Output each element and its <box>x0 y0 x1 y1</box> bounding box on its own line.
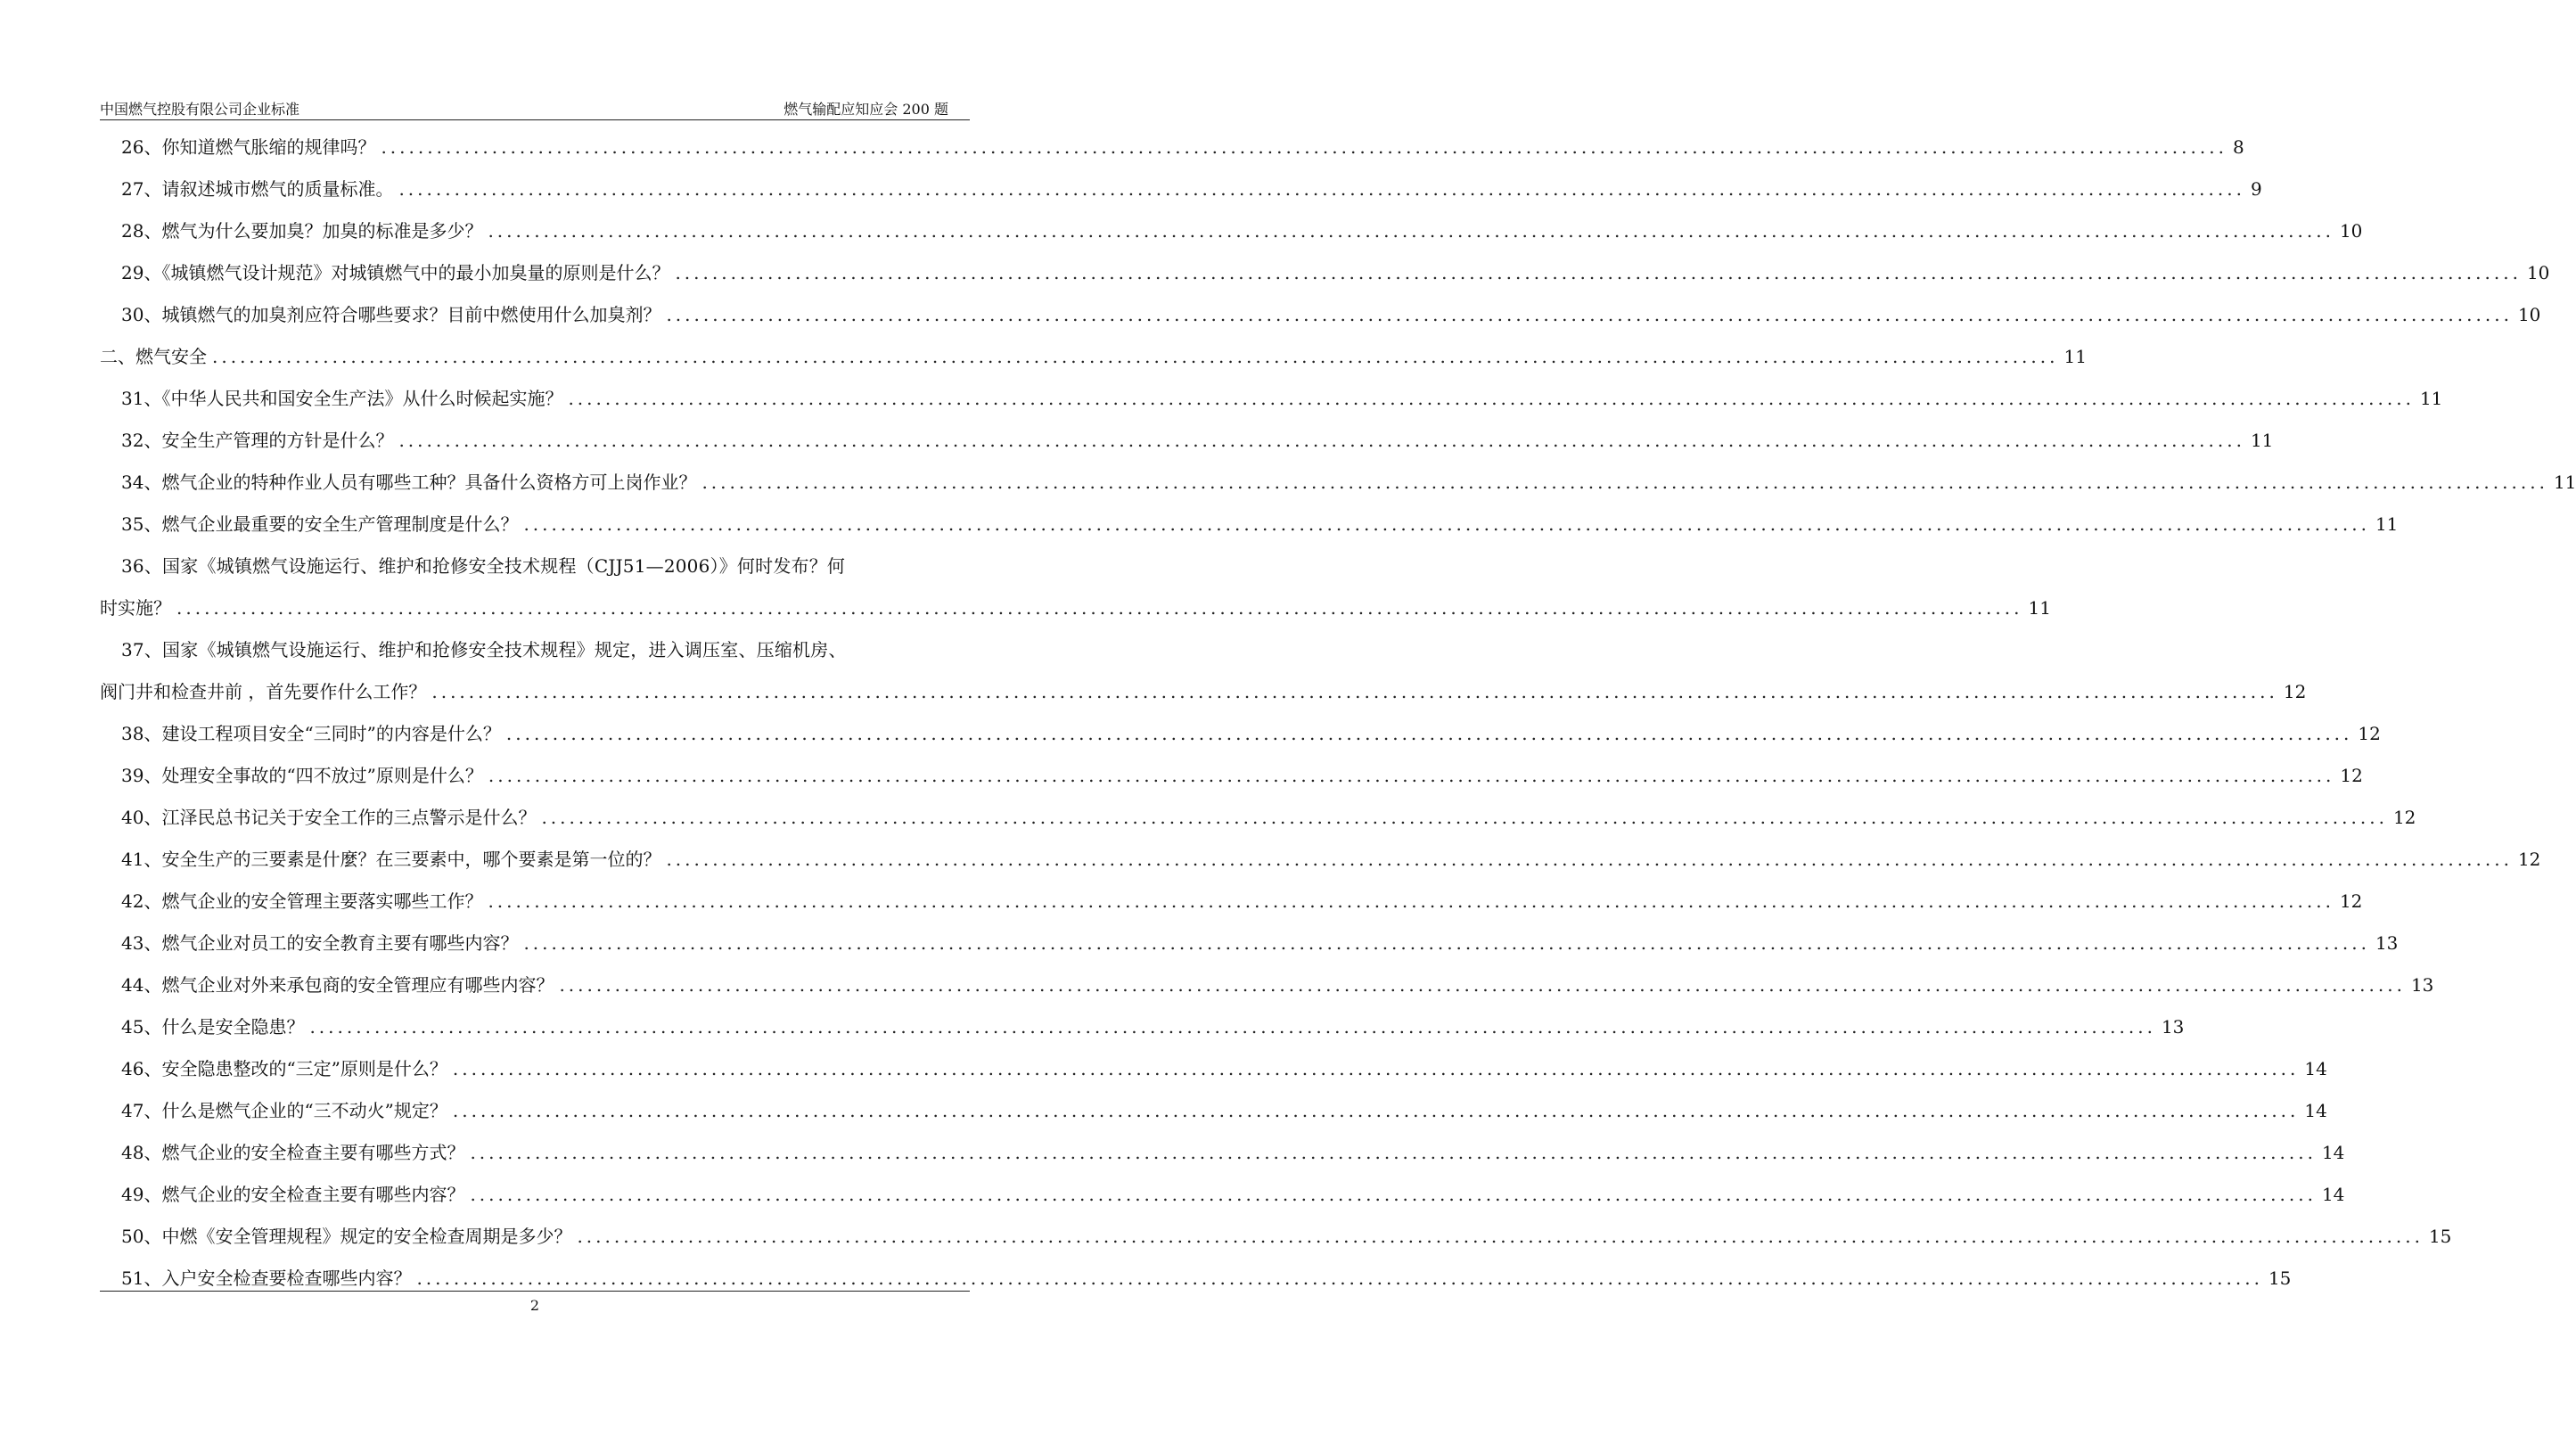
toc-entry-page: 12 <box>2339 890 2363 912</box>
toc-entry-title: 51、入户安全检查要检查哪些内容？ <box>121 1267 412 1289</box>
toc-entry-page: 11 <box>2063 346 2087 367</box>
dot-leader: ........................................................................................................................................................................................................ <box>398 178 2245 200</box>
toc-entry-title: 27、请叙述城市燃气的质量标准。 <box>121 178 394 200</box>
dot-leader: ........................................................................................................................................................................................................ <box>398 430 2245 451</box>
toc-entry[interactable] <box>100 881 2363 923</box>
dot-leader: ........................................................................................................................................................................................................ <box>470 1142 2317 1163</box>
toc-entry-page: 10 <box>2526 262 2550 283</box>
toc-entry-title: 45、什么是安全隐患？ <box>121 1016 305 1038</box>
toc-entry-page: 14 <box>2321 1184 2345 1205</box>
toc-entry-title: 32、安全生产管理的方针是什么？ <box>121 430 394 451</box>
toc-entry-page: 9 <box>2250 178 2262 200</box>
toc-entry-page: 15 <box>2428 1226 2452 1247</box>
dot-leader: ........................................................................................................................................................................................................ <box>559 974 2406 996</box>
toc-entry-title: 36、国家《城镇燃气设施运行、维护和抢修安全技术规程（CJJ51—2006）》何时发布？何 <box>121 555 846 577</box>
toc-entry-title: 时实施？ <box>100 597 171 619</box>
dot-leader: ........................................................................................................................................................................................................ <box>452 1058 2300 1079</box>
toc-entry-title: 37、国家《城镇燃气设施运行、维护和抢修安全技术规程》规定，进入调压室、压缩机房、 <box>121 639 847 660</box>
page-number: 2 <box>529 1297 540 1314</box>
toc-entry[interactable] <box>100 1258 2292 1300</box>
toc-entry-title: 49、燃气企业的安全检查主要有哪些内容？ <box>121 1184 465 1205</box>
toc-entry-page: 15 <box>2268 1267 2292 1289</box>
toc-entry[interactable] <box>100 671 2307 713</box>
toc-entry-page: 10 <box>2339 220 2363 242</box>
table-of-contents <box>100 127 2576 1300</box>
toc-entry-title: 26、你知道燃气胀缩的规律吗？ <box>121 136 376 158</box>
toc-entry[interactable] <box>100 336 2087 378</box>
dot-leader: ........................................................................................................................................................................................................ <box>452 1100 2300 1121</box>
footer-divider <box>100 1291 970 1292</box>
toc-entry-page: 11 <box>2250 430 2274 451</box>
toc-entry-title: 阀门井和检查井前 ，首先要作什么工作？ <box>100 681 427 702</box>
toc-entry-title: 二、燃气安全 <box>100 346 207 367</box>
toc-entry-title: 28、燃气为什么要加臭？加臭的标准是多少？ <box>121 220 483 242</box>
dot-leader: ........................................................................................................................................................................................................ <box>381 136 2227 158</box>
toc-entry[interactable] <box>100 587 2051 629</box>
toc-entry[interactable] <box>100 1048 2327 1090</box>
toc-entry[interactable] <box>100 378 2443 420</box>
dot-leader: ........................................................................................................................................................................................................ <box>675 262 2522 283</box>
toc-entry[interactable] <box>100 1006 2185 1048</box>
toc-entry-page: 14 <box>2304 1100 2327 1121</box>
toc-entry-title: 43、燃气企业对员工的安全教育主要有哪些内容？ <box>121 932 519 954</box>
dot-leader: ........................................................................................................................................................................................................ <box>212 346 2059 367</box>
dot-leader: ........................................................................................................................................................................................................ <box>701 472 2548 493</box>
toc-entry-title: 29、《城镇燃气设计规范》对城镇燃气中的最小加臭量的原则是什么？ <box>121 262 670 283</box>
dot-leader: ........................................................................................................................................................................................................ <box>416 1267 2263 1289</box>
toc-entry[interactable] <box>100 252 2550 294</box>
toc-entry-title: 48、燃气企业的安全检查主要有哪些方式？ <box>121 1142 465 1163</box>
toc-entry-page: 14 <box>2304 1058 2327 1079</box>
toc-entry-title: 34、燃气企业的特种作业人员有哪些工种？具备什么资格方可上岗作业？ <box>121 472 697 493</box>
toc-entry[interactable] <box>100 462 2576 504</box>
toc-entry[interactable] <box>100 839 2541 881</box>
toc-entry[interactable] <box>100 1132 2345 1174</box>
toc-entry[interactable] <box>100 210 2363 252</box>
toc-entry-page: 13 <box>2375 932 2399 954</box>
toc-entry-page: 14 <box>2321 1142 2345 1163</box>
toc-entry[interactable] <box>100 755 2363 797</box>
dot-leader: ........................................................................................................................................................................................................ <box>523 932 2370 954</box>
dot-leader: ........................................................................................................................................................................................................ <box>470 1184 2317 1205</box>
toc-entry[interactable] <box>100 127 2244 168</box>
toc-entry-page: 11 <box>2419 388 2443 409</box>
toc-entry[interactable] <box>100 294 2541 336</box>
toc-entry-page: 13 <box>2161 1016 2185 1038</box>
toc-entry-title: 42、燃气企业的安全管理主要落实哪些工作？ <box>121 890 483 912</box>
toc-entry[interactable] <box>100 546 963 587</box>
toc-entry-page: 11 <box>2028 597 2051 619</box>
header-right-title: 燃气输配应知应会 200 题 <box>783 101 948 118</box>
dot-leader: ........................................................................................................................................................................................................ <box>541 807 2388 828</box>
toc-entry[interactable] <box>100 964 2434 1006</box>
toc-entry[interactable] <box>100 923 2399 964</box>
toc-entry-title: 50、中燃《安全管理规程》规定的安全检查周期是多少？ <box>121 1226 572 1247</box>
toc-entry-page: 11 <box>2375 513 2399 535</box>
toc-entry[interactable] <box>100 420 2274 462</box>
toc-entry-title: 46、安全隐患整改的“三定”原则是什么？ <box>121 1058 447 1079</box>
toc-entry-page: 12 <box>2517 849 2541 870</box>
dot-leader: ........................................................................................................................................................................................................ <box>523 513 2370 535</box>
toc-entry-page: 12 <box>2340 765 2363 786</box>
dot-leader: ........................................................................................................................................................................................................ <box>431 681 2278 702</box>
dot-leader: ........................................................................................................................................................................................................ <box>505 723 2353 744</box>
toc-entry-title: 41、安全生产的三要素是什麼？在三要素中，哪个要素是第一位的？ <box>121 849 661 870</box>
toc-entry-title: 39、处理安全事故的“四不放过”原则是什么？ <box>121 765 483 786</box>
dot-leader: ........................................................................................................................................................................................................ <box>488 220 2334 242</box>
dot-leader: ........................................................................................................................................................................................................ <box>577 1226 2424 1247</box>
toc-entry[interactable] <box>100 713 2381 755</box>
toc-entry[interactable] <box>100 168 2262 210</box>
dot-leader: ........................................................................................................................................................................................................ <box>309 1016 2156 1038</box>
dot-leader: ........................................................................................................................................................................................................ <box>176 597 2023 619</box>
toc-entry-page: 10 <box>2517 304 2541 325</box>
toc-entry[interactable] <box>100 1090 2327 1132</box>
toc-entry-page: 12 <box>2392 807 2416 828</box>
toc-entry-title: 38、建设工程项目安全“三同时”的内容是什么？ <box>121 723 501 744</box>
dot-leader: ........................................................................................................................................................................................................ <box>568 388 2415 409</box>
toc-entry[interactable] <box>100 1216 2452 1258</box>
header-left-title: 中国燃气控股有限公司企业标准 <box>100 101 300 118</box>
toc-entry-title: 47、什么是燃气企业的“三不动火”规定？ <box>121 1100 447 1121</box>
toc-entry[interactable] <box>100 629 963 671</box>
dot-leader: ........................................................................................................................................................................................................ <box>666 304 2513 325</box>
toc-entry-page: 12 <box>2358 723 2381 744</box>
toc-entry-title: 40、江泽民总书记关于安全工作的三点警示是什么？ <box>121 807 537 828</box>
dot-leader: ........................................................................................................................................................................................................ <box>488 890 2334 912</box>
toc-entry-title: 31、《中华人民共和国安全生产法》从什么时候起实施？ <box>121 388 563 409</box>
toc-entry-title: 44、燃气企业对外来承包商的安全管理应有哪些内容？ <box>121 974 554 996</box>
toc-entry-page: 8 <box>2232 136 2244 158</box>
toc-entry[interactable] <box>100 504 2399 546</box>
dot-leader: ........................................................................................................................................................................................................ <box>666 849 2513 870</box>
toc-entry-page: 11 <box>2553 472 2576 493</box>
toc-entry[interactable] <box>100 797 2416 839</box>
page-header <box>100 96 970 120</box>
toc-entry-title: 35、燃气企业最重要的安全生产管理制度是什么？ <box>121 513 519 535</box>
toc-entry[interactable] <box>100 1174 2345 1216</box>
toc-entry-page: 12 <box>2283 681 2307 702</box>
dot-leader: ........................................................................................................................................................................................................ <box>488 765 2335 786</box>
toc-entry-title: 30、城镇燃气的加臭剂应符合哪些要求？目前中燃使用什么加臭剂？ <box>121 304 661 325</box>
toc-entry-page: 13 <box>2410 974 2434 996</box>
